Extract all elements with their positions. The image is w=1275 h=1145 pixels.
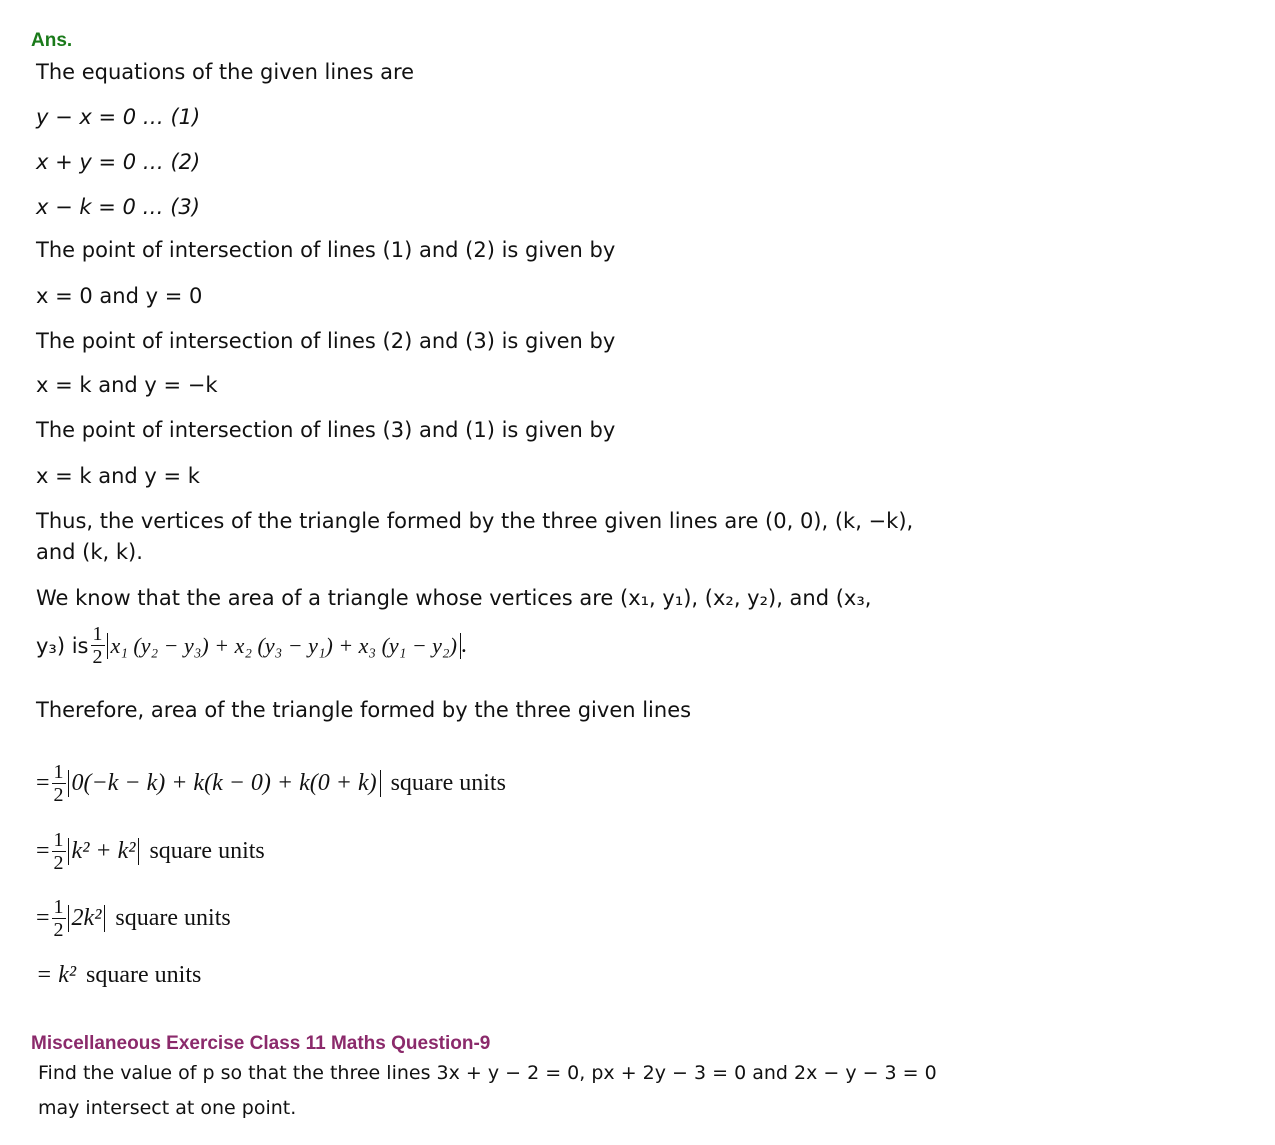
intersection-2-3-result: x = k and y = −k <box>36 373 218 397</box>
question-title: Miscellaneous Exercise Class 11 Maths Question-9 <box>31 1033 491 1054</box>
intro-text: The equations of the given lines are <box>36 60 415 84</box>
intersection-1-2-text: The point of intersection of lines (1) and (2) is given by <box>36 238 616 262</box>
unit-label: square units <box>86 962 202 988</box>
therefore-text: Therefore, area of the triangle formed by the three given lines <box>36 698 692 722</box>
step-3: = $\frac{1}{2}$ 2k² square units <box>36 896 231 941</box>
fraction-numerator: 1 <box>92 623 103 645</box>
unit-label: square units <box>115 905 231 931</box>
step-4-expression: = k² <box>36 962 77 988</box>
area-formula <box>36 624 467 667</box>
step-3-expression: 2k² <box>68 905 106 932</box>
intersection-3-1-result: x = k and y = k <box>36 464 200 488</box>
step-2-expression: k² + k² <box>68 838 140 865</box>
equation-3: x − k = 0 … (3) <box>36 195 200 219</box>
half-fraction: $\frac{1}{2}$ <box>53 829 64 874</box>
area-formula-prefix: y₃) is <box>36 633 89 658</box>
unit-label: square units <box>149 838 265 864</box>
intersection-3-1-text: The point of intersection of lines (3) and (1) is given by <box>36 418 616 442</box>
equation-1: y − x = 0 … (1) <box>36 105 201 129</box>
question-text-line-2: may intersect at one point. <box>38 1097 297 1119</box>
vertices-text: Thus, the vertices of the triangle formed by the three given lines are (0, 0), (k, −k), <box>36 509 914 533</box>
area-formula-intro: We know that the area of a triangle whose vertices are (x₁, y₁), (x₂, y₂), and (x₃, <box>36 586 872 610</box>
equation-2: x + y = 0 … (2) <box>36 150 201 174</box>
step-2: = $\frac{1}{2}$ k² + k² square units <box>36 829 265 874</box>
intersection-2-3-text: The point of intersection of lines (2) and (3) is given by <box>36 329 616 353</box>
step-4 <box>36 962 201 989</box>
fraction-denominator: 2 <box>92 646 103 668</box>
period: . <box>460 632 467 658</box>
unit-label: square units <box>390 770 506 796</box>
question-text-line-1: Find the value of p so that the three lines 3x + y − 2 = 0, px + 2y − 3 = 0 and 2x − y − 3 = 0 <box>38 1062 937 1084</box>
step-1-expression: 0(−k − k) + k(k − 0) + k(0 + k) <box>68 770 381 797</box>
intersection-1-2-result: x = 0 and y = 0 <box>36 284 203 308</box>
vertices-text-cont: and (k, k). <box>36 540 143 564</box>
step-1: = $\frac{1}{2}$ 0(−k − k) + k(k − 0) + k(0 + k) square units <box>36 761 506 806</box>
half-fraction: $\frac{1}{2}$ <box>53 896 64 941</box>
answer-label: Ans. <box>31 30 73 51</box>
area-formula-expression: x₁ (y₂ − y₃) + x₂ (y₃ − y₁) + x₃ (y₁ − y₂) <box>107 633 461 659</box>
half-fraction: $\frac{1}{2}$ <box>53 761 64 806</box>
half-fraction <box>91 624 105 667</box>
